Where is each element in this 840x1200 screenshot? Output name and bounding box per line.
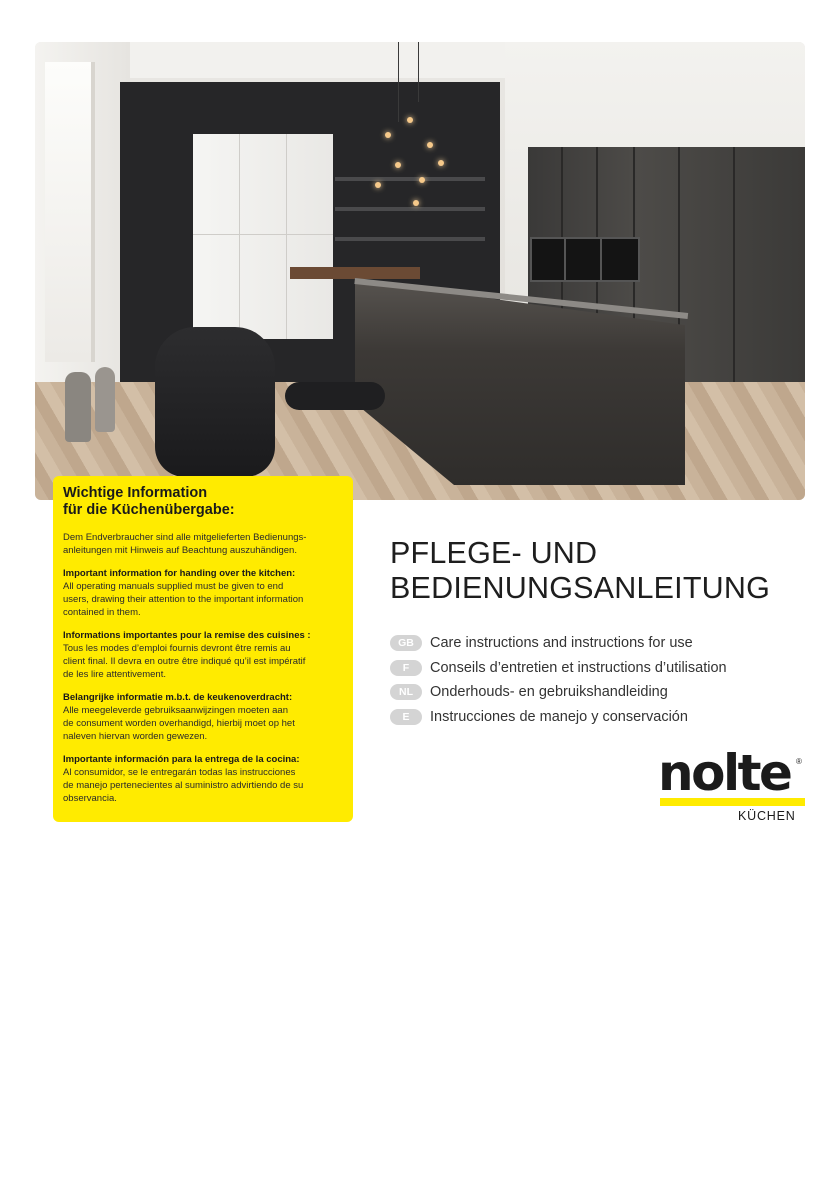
info-es-line: de manejo pertenecientes al suministro advirtiendo de su [63,780,304,791]
info-nl-line: de consument worden overhandigd, hierbij moet op het [63,718,295,729]
photo-shelf [335,237,485,241]
photo-shelf [335,207,485,211]
document-title [390,536,770,606]
info-title-line2: für die Küchenübergabe: [63,502,235,518]
info-fr-line: de les lire attentivement. [63,669,166,680]
info-fr-line: Tous les modes d’emploi fournis devront être remis au [63,643,291,654]
nolte-kuechen-logo [658,744,810,825]
info-fr-line: client final. Il devra en outre être indiqué qu’il est impératif [63,656,306,667]
hero-kitchen-photo [35,42,805,500]
info-fr-heading: Informations importantes pour la remise des cuisines : [63,630,311,641]
document-title-line1: PFLEGE- UND [390,536,598,570]
info-nl-line: Alle meegeleverde gebruiksaanwijzingen moeten aan [63,705,288,716]
info-nl-line: naleven hiervan worden gewezen. [63,731,208,742]
logo-wordmark: nolte [658,744,791,802]
info-es-line: observancia. [63,793,117,804]
photo-lounge-chair [155,327,275,477]
info-gb-line: users, drawing their attention to the important information [63,594,304,605]
info-gb-line: All operating manuals supplied must be given to end [63,581,284,592]
language-item-text: Instrucciones de manejo y conservación [430,709,688,725]
language-item-text: Conseils d’entretien et instructions d’utilisation [430,660,727,676]
info-title-line1: Wichtige Information [63,485,208,501]
info-de-line: anleitungen mit Hinweis auf Beachtung auszuhändigen. [63,545,297,556]
info-es-line: Al consumidor, se le entregarán todas las instrucciones [63,767,296,778]
info-nl-heading: Belangrijke informatie m.b.t. de keukenoverdracht: [63,692,293,703]
photo-vase [95,367,115,432]
photo-shelf [335,177,485,181]
language-code-badge: F [390,660,422,676]
language-item-text: Care instructions and instructions for use [430,635,693,651]
language-code-badge: E [390,709,422,725]
info-es-heading: Importante información para la entrega de la cocina: [63,754,300,765]
info-gb-heading: Important information for handing over the kitchen: [63,568,296,579]
info-gb-line: contained in them. [63,607,141,618]
photo-white-cabinet [193,134,333,339]
photo-ottoman [285,382,385,410]
photo-vase [65,372,91,442]
language-item-text: Onderhouds- en gebruikshandleiding [430,684,668,700]
document-title-line2: BEDIENUNGSANLEITUNG [390,571,771,605]
photo-window [45,62,95,362]
logo-subline: KÜCHEN [738,809,796,823]
info-de-line: Dem Endverbraucher sind alle mitgelieferten Bedienungs- [63,532,307,543]
language-code-badge: GB [390,635,422,651]
language-code-badge: NL [390,684,422,700]
important-info-box [53,476,353,822]
logo-registered-mark: ® [796,757,802,766]
